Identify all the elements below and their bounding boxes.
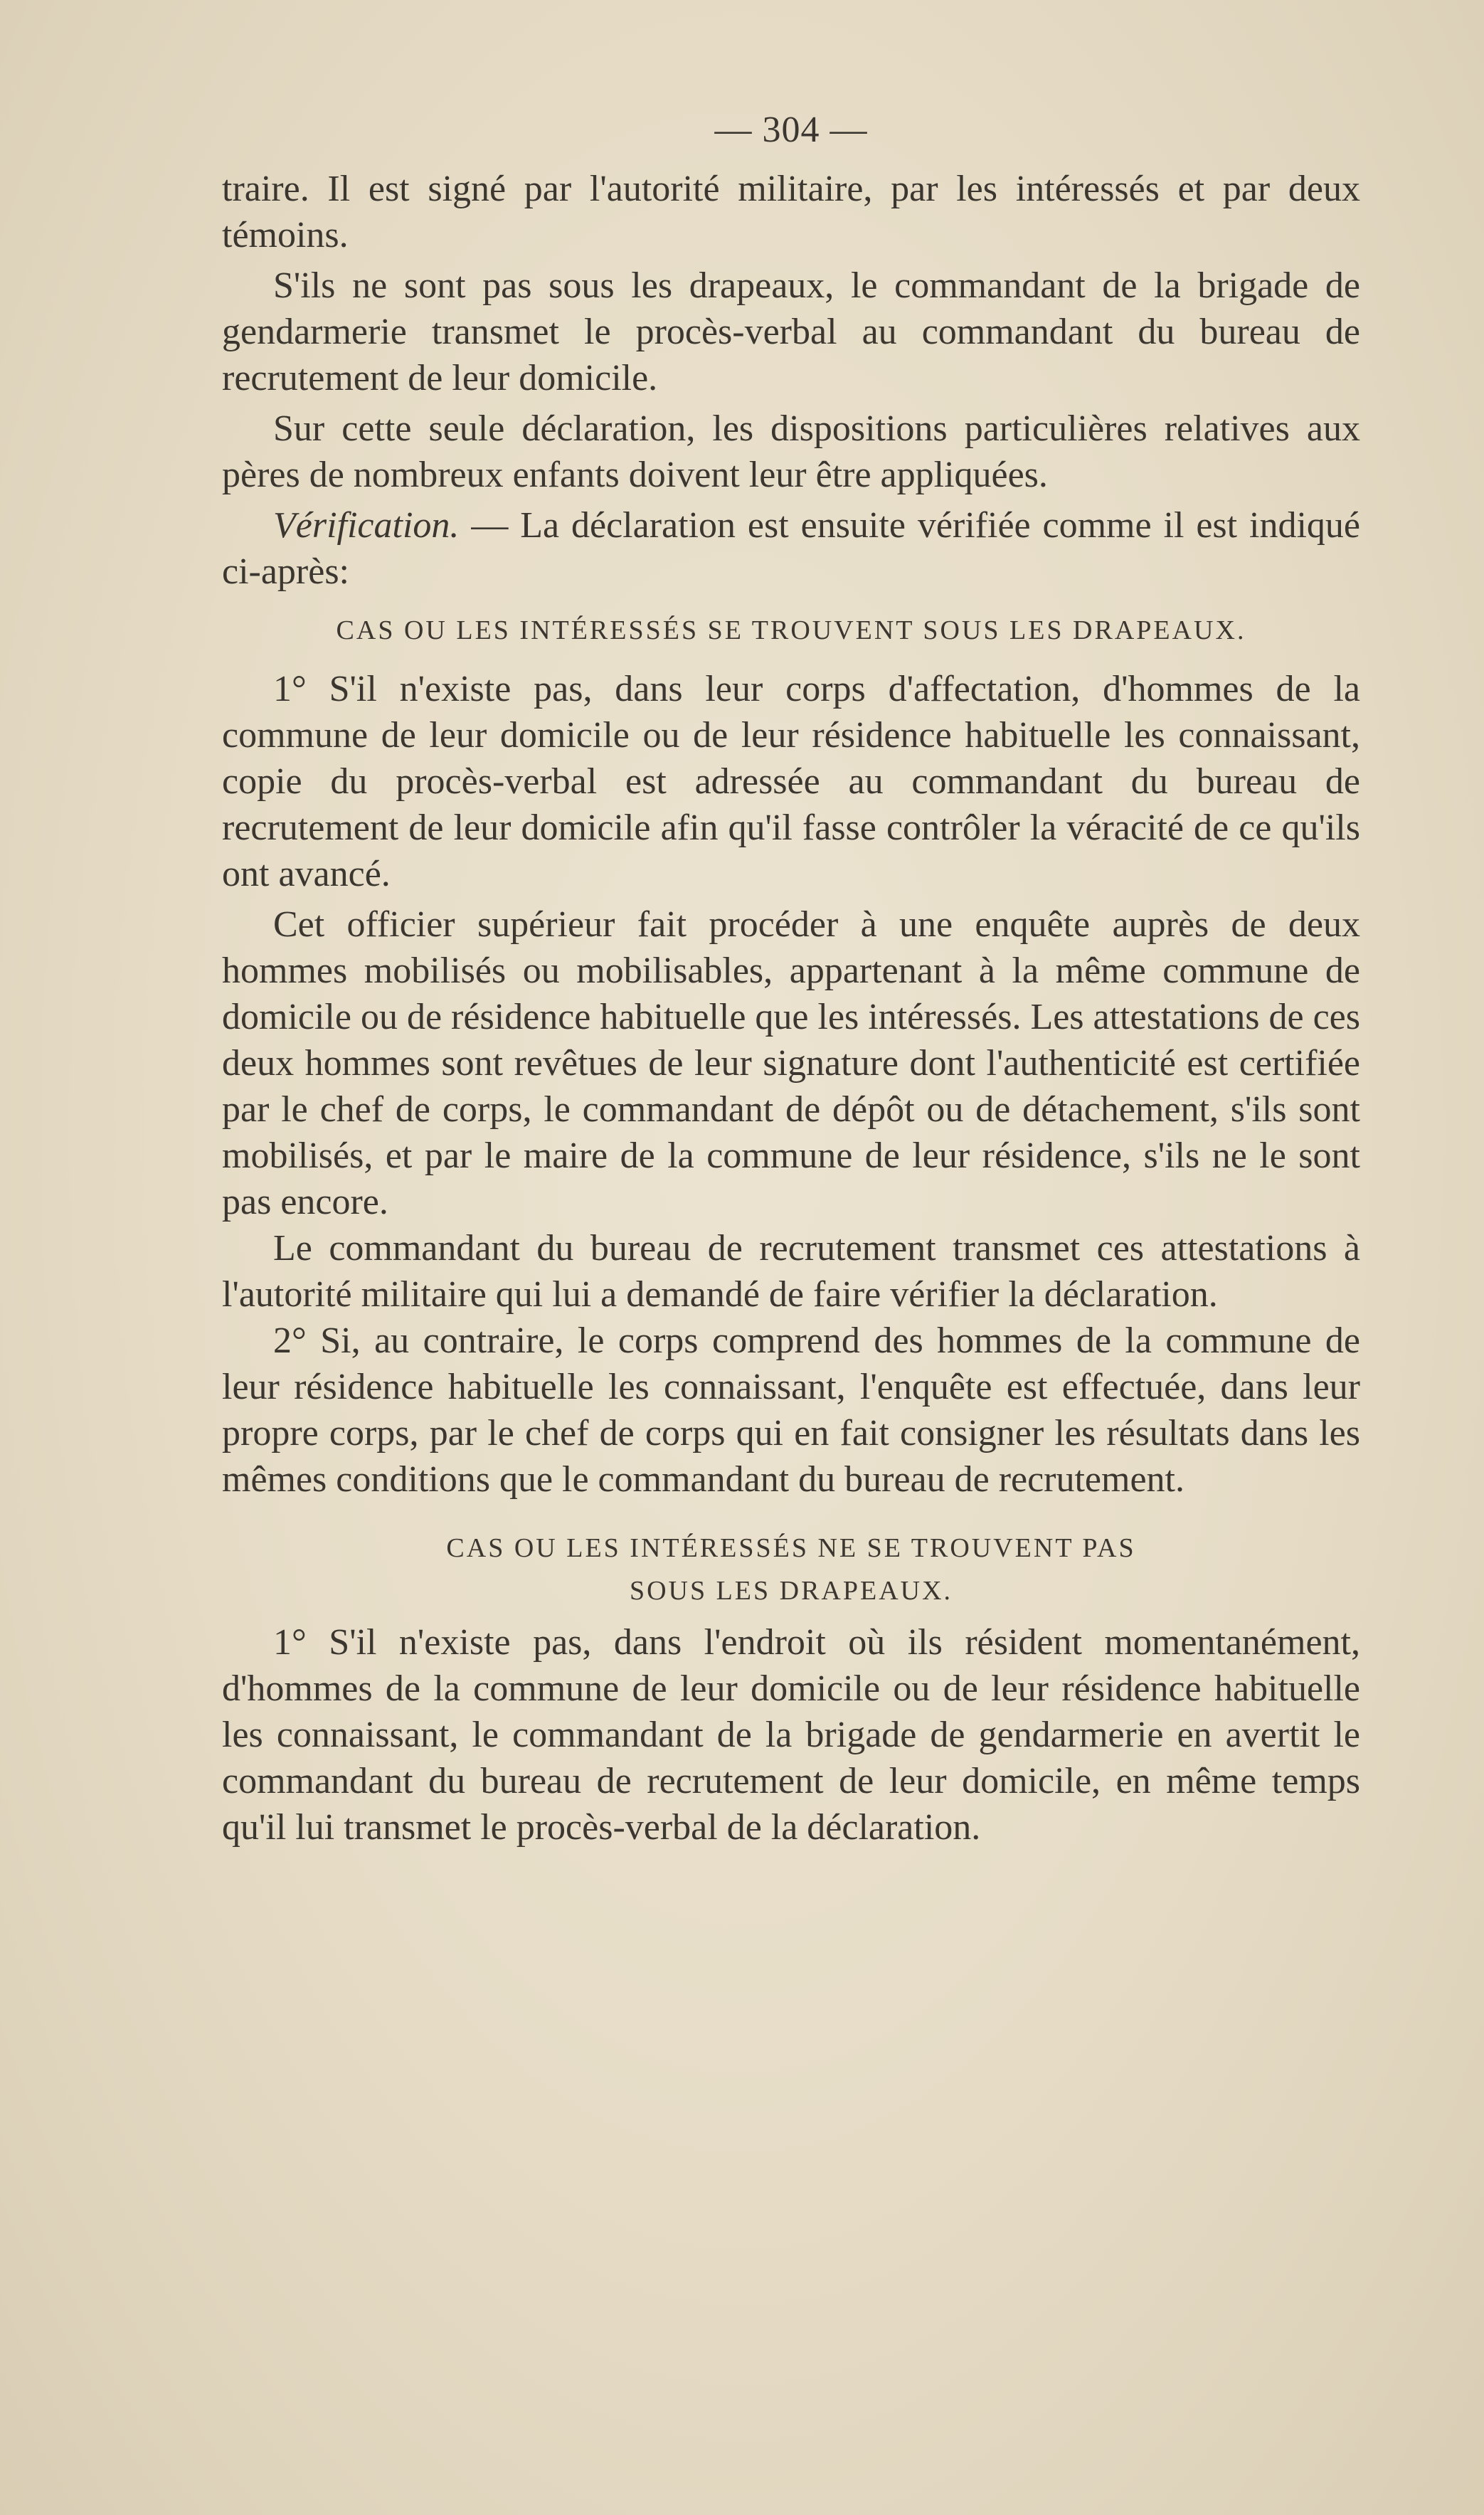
paragraph-1: traire. Il est signé par l'autorité militaire, par les intéressés et par deux témoins.	[222, 169, 1360, 255]
paragraph-4	[222, 502, 1360, 595]
heading-line-2: SOUS LES DRAPEAUX.	[629, 1576, 953, 1606]
paragraph-7: Le commandant du bureau de recrutement transmet ces attestations à l'autorité militaire qui lui a demandé de faire vérifier la déclaration.	[222, 1228, 1360, 1315]
section-heading-not-under-flags	[222, 1527, 1360, 1612]
paragraph-2: S'ils ne sont pas sous les drapeaux, le commandant de la brigade de gendarmerie transmet le procès-verbal au commandant du bureau de recrutement de leur domicile.	[222, 265, 1360, 398]
paragraph-3: Sur cette seule déclaration, les dispositions particulières relatives aux pères de nombreux enfants doivent leur être appliquées.	[222, 408, 1360, 495]
heading-line-1: CAS OU LES INTÉRESSÉS NE SE TROUVENT PAS	[446, 1533, 1136, 1563]
paragraph-5: 1° S'il n'existe pas, dans leur corps d'affectation, d'hommes de la commune de leur domicile ou de leur résidence habituelle les connaissant, copie du procès-verbal est adressée au commandant du bureau de recrutement de leur domicile afin qu'il fasse contrôler la véracité de ce qu'ils ont avancé.	[222, 669, 1360, 894]
paragraph-9: 1° S'il n'existe pas, dans l'endroit où ils résident momentanément, d'hommes de la commune de leur domicile ou de leur résidence habituelle les connaissant, le commandant de la brigade de gendarmerie en avertit le commandant du bureau de recrutement de leur domicile, en même temps qu'il lui transmet le procès-verbal de la déclaration.	[222, 1622, 1360, 1848]
paragraph-6: Cet officier supérieur fait procéder à une enquête auprès de deux hommes mobilisés ou mobilisables, appartenant à la même commune de domicile ou de résidence habituelle que les intéressés. Les attestations de ces deux hommes sont revêtues de leur signature dont l'authenticité est certifiée par le chef de corps, le commandant de dépôt ou de détachement, s'ils sont mobilisés, et par le maire de la commune de leur résidence, s'ils ne le sont pas encore.	[222, 904, 1360, 1222]
verification-label: Vérification.	[273, 505, 460, 546]
page-text	[222, 107, 1360, 1850]
section-heading-under-flags: CAS OU LES INTÉRESSÉS SE TROUVENT SOUS LES DRAPEAUX.	[336, 615, 1246, 645]
paragraph-8: 2° Si, au contraire, le corps comprend des hommes de la commune de leur résidence habituelle les connaissant, l'enquête est effectuée, dans leur propre corps, par le chef de corps qui en fait consigner les résultats dans les mêmes conditions que le commandant du bureau de recrutement.	[222, 1320, 1360, 1500]
verification-text: — La déclaration est ensuite vérifiée comme il est indiqué ci-après:	[222, 505, 1360, 592]
page-number: — 304 —	[714, 110, 868, 150]
